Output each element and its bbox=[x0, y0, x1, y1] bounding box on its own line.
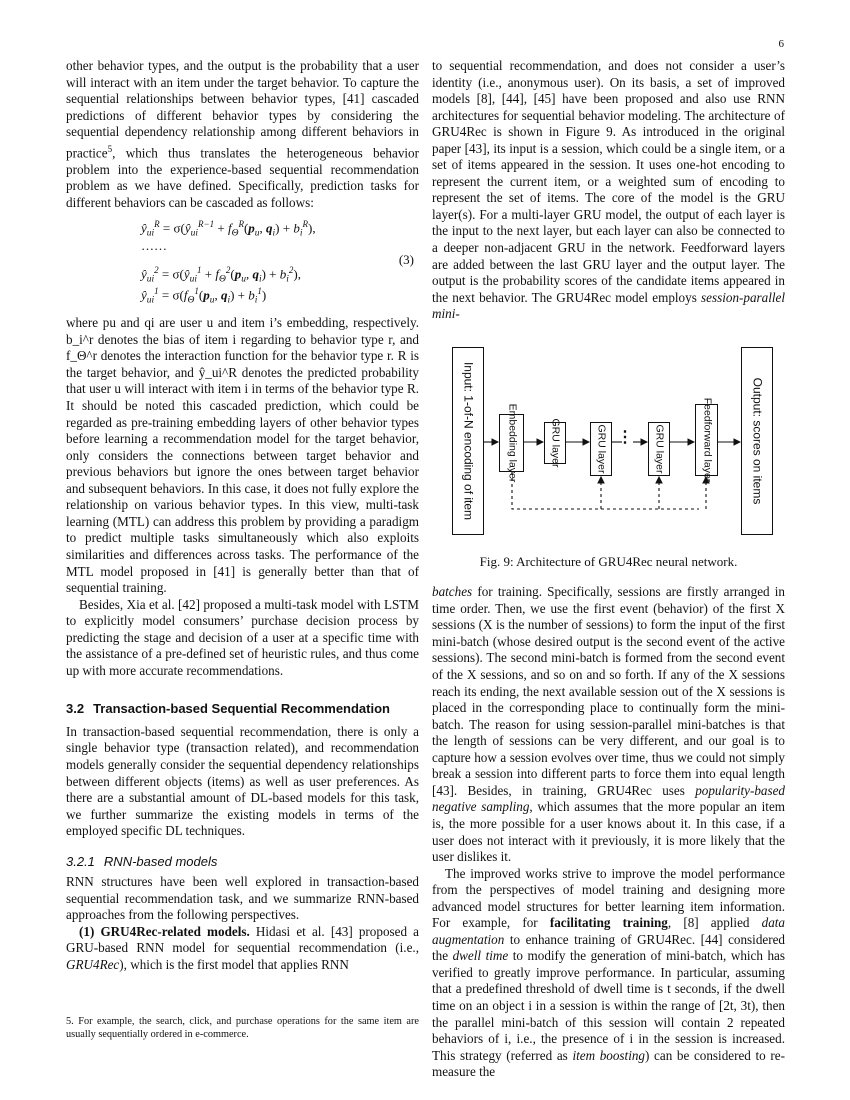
feedforward-layer-box: Feedforward layer bbox=[695, 404, 718, 476]
embedding-layer-box: Embedding layer bbox=[499, 414, 524, 472]
footnote: 5. For example, the search, click, and purchase operations for the same item are usually sequentially ordered in e-commerce. bbox=[66, 1016, 419, 1041]
subsection-heading: 3.2.1 RNN-based models bbox=[66, 853, 218, 869]
paragraph: (1) GRU4Rec-related models. Hidasi et al. [43] proposed a GRU-based RNN model for sequential recommendation (i.e., GRU4Rec), which is the first model that applies RNN bbox=[66, 923, 419, 972]
page-number: 6 bbox=[778, 38, 784, 50]
input-box: Input: 1-of-N encoding of item bbox=[452, 347, 484, 535]
paragraph: where pu and qi are user u and item i’s embedding, respectively. b_i^r denotes the bias of item i regarding to behavior type r, and f_Θ^r denotes the interaction function for the behavior type r. R is the target behavior, and ŷ_ui^R denotes the predicted probability that user u will interact with item i in terms of the behavior type R. It should be noted this cascaded prediction, which could be regarded as pre-training embedding layers of other behavior types before learning a recommendation model for the target behavior, only considers the connections between target behavior and previous behaviors but ignore the ones between target behavior and subsequent behaviors. In this case, it does not fully explore the relationship on various behavior types. In this view, multi-task learning (MTL) can address this problem by providing a paradigm to predict multiple tasks simultaneously which also exploits similarities and differences across tasks. The performance of the MTL model proposed in [41] is generally better than that of sequential training. bbox=[66, 315, 419, 596]
paragraph: The improved works strive to improve the model performance from the perspectives of model training and designing more advanced model structures for better learning item information. For example, for facilitating training, [8] applied data augmentation to enhance training of GRU4Rec. [44] considered the dwell time to modify the generation of mini-batch, which has verified to greatly improve performance. In particular, assuming that a predefined threshold of dwell time is t seconds, if the dwell time on an object i in a session is within the range of [2t, 3t), then the parallel mini-batch of this session will contain 2 repeated behaviors of i, i.e., the presence of i in the session is increased. This strategy (referred as item boosting) can be considered to re-measure the bbox=[432, 865, 786, 1080]
paragraph: batches for training. Specifically, sessions are firstly arranged in time order. Then, we use the first event (behavior) of the first X sessions (X is the number of sessions) to form the input of the first mini-batch (whose desired output is the second event of the active sessions). The second mini-batch is formed from the second event of the X sessions, and so on and so forth. If any of the X sessions reach its ending, the next available session out of the X sessions is placed in the corresponding place to continually form the mini-batch. The reason for using session-parallel mini-batches is that the length of sessions can be very different, and our goal is to capture how a session evolves over time, thus we could not simply break a session into different parts to force them into equal length [43]. Besides, in training, GRU4Rec uses popularity-based negative sampling, which assumes that the more popular an item is, the more possible for a user knows about it. In this case, if a user does not interact with it previously, it is more likely that the user dislikes it. bbox=[432, 584, 786, 865]
gru-layer-box: GRU layer bbox=[648, 422, 670, 476]
section-heading: 3.2 Transaction-based Sequential Recommendation bbox=[66, 701, 390, 717]
right-column bbox=[432, 58, 785, 1081]
paragraph: other behavior types, and the output is the probability that a user will interact with an item under the target behavior. To capture the sequential relationships between behavior types, [41] cascaded predictions of different behavior types by considering the sequential dependency relationship among different behaviors in practice$^5$, which thus translates the heterogeneous behavior problem into the experience-based sequential recommendation problem as we have defined. Specifically, prediction tasks for different behaviors can be cascaded as follows: bbox=[66, 58, 419, 210]
output-box: Output: scores on items bbox=[741, 347, 773, 535]
gru-layer-box: GRU layer bbox=[544, 422, 566, 464]
paragraph: to sequential recommendation, and does not consider a user’s identity (i.e., anonymous user). On its basis, a set of improved models [8], [44], [45] have been proposed and also use RNN architectures for sequential behavior modeling. The architecture of GRU4Rec is shown in Figure 9. As introduced in the original paper [43], its input is a session, which could be a single item, or a set of items appeared in the session. It uses one-hot encoding to represent the current item, or a weighted sum of encoding to represent the set of items. The core of the model is the GRU layer(s). For a multi-layer GRU model, the output of each layer is the input to the next layer, but each layer can also be connected to a deeper non-adjacent GRU in the network. Feedforward layers are added between the last GRU layer and the output layer. The output is the probability scores of the candidate items appeared in the next behavior. The GRU4Rec model employs session-parallel mini- bbox=[432, 58, 785, 322]
equation-number: (3) bbox=[398, 252, 414, 268]
paragraph: Besides, Xia et al. [42] proposed a multi-task model with LSTM to explicitly model consumers’ purchase decision process by predicting the stage and decision of a user at a specific time with the assistance of a pre-defined set of heuristic rules, and thus come up with more accurate recommendations. bbox=[66, 596, 419, 678]
paragraph: In transaction-based sequential recommendation, there is only a single behavior type (transaction related), and recommendation models generally consider the sequential dependency relationships between different objects (items) as well as user preferences. As there are a substantial amount of DL-based models for this task, we further summarize the existing models in terms of the employed specific DL techniques. bbox=[66, 723, 419, 839]
paragraph: RNN structures have been well explored in transaction-based sequential recommendation task, and we summarize RNN-based approaches from the following perspectives. bbox=[66, 874, 419, 923]
left-column bbox=[66, 58, 419, 974]
gru-layer-box: GRU layer bbox=[590, 422, 612, 476]
equation: $ŷ_{ui}^R$ = $\sigma(ŷ_{ui}^{R-1} + f_\Theta^R(p_u$, $q_i) + b_i^R$), …… $ŷ_{ui}^2$ = $\sigma(ŷ_{ui}^1 + f_\Theta^2(p_u$, $q_i) + b_i^2$), $ŷ_{ui}^1 = \sigma(f_\Theta^1(p_u$, $q_i) + b_i^1$) (3) bbox=[141, 219, 414, 306]
figure-caption: Fig. 9: Architecture of GRU4Rec neural network. bbox=[479, 553, 738, 569]
figure-gru4rec bbox=[432, 342, 785, 547]
footnote-mark: 5 bbox=[107, 143, 113, 154]
ellipsis: ⋮ bbox=[617, 428, 633, 446]
